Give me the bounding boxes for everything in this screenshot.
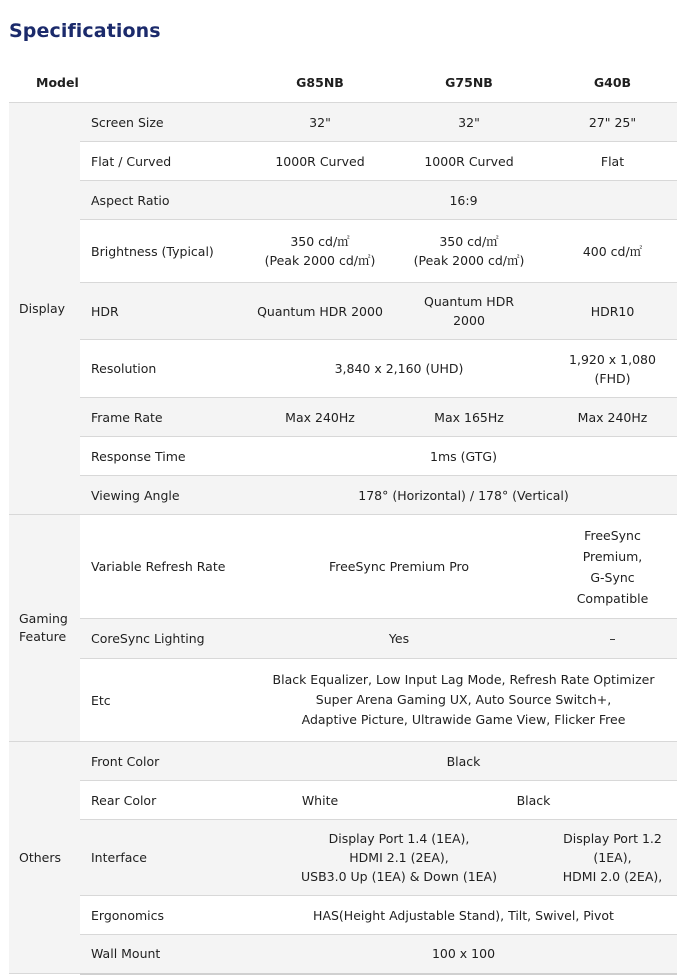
- specifications-table: [9, 62, 677, 975]
- spec-label: Viewing Angle: [80, 476, 250, 515]
- spec-label: Wall Mount: [80, 935, 250, 974]
- spec-value: Black: [250, 742, 677, 781]
- spec-value-line: 2000: [453, 313, 485, 328]
- spec-value: Max 240Hz: [250, 398, 390, 437]
- group-display: Display: [9, 103, 80, 515]
- spec-value-line: 350 cd/㎡: [290, 234, 350, 249]
- spec-value-line: Adaptive Picture, Ultrawide Game View, Flicker Free: [301, 712, 626, 727]
- table-row: [9, 619, 677, 659]
- spec-value: 32": [390, 103, 548, 142]
- spec-value-line: HDMI 2.0 (2EA),: [562, 869, 663, 884]
- spec-value: [548, 515, 677, 619]
- table-row: [9, 283, 677, 340]
- spec-value-line: Display Port 1.2: [563, 831, 662, 846]
- spec-label: HDR: [80, 283, 250, 340]
- table-row: [9, 515, 677, 619]
- spec-value-line: Black Equalizer, Low Input Lag Mode, Refresh Rate Optimizer: [272, 672, 655, 687]
- spec-value: [390, 220, 548, 283]
- spec-value-line: G-Sync: [590, 569, 635, 585]
- spec-value: HDR10: [548, 283, 677, 340]
- spec-label: Screen Size: [80, 103, 250, 142]
- table-row: [9, 142, 677, 181]
- spec-label: Flat / Curved: [80, 142, 250, 181]
- group-label-line: Feature: [19, 629, 67, 644]
- spec-value-line: 1,920 x 1,080: [569, 351, 656, 367]
- spec-value: [548, 820, 677, 896]
- spec-value: 3,840 x 2,160 (UHD): [250, 340, 548, 398]
- spec-value: Flat: [548, 142, 677, 181]
- spec-value-line: Display Port 1.4 (1EA),: [328, 831, 470, 846]
- group-others: Others: [9, 742, 80, 974]
- spec-value: [548, 340, 677, 398]
- table-row: [9, 659, 677, 742]
- spec-value-line: Super Arena Gaming UX, Auto Source Switch+,: [315, 692, 612, 707]
- spec-value: 32": [250, 103, 390, 142]
- table-row: [9, 181, 677, 220]
- spec-label: Response Time: [80, 437, 250, 476]
- spec-value-line: 350 cd/㎡: [439, 234, 499, 249]
- spec-value-line: Premium,: [582, 548, 643, 564]
- spec-value-line: FreeSync: [584, 527, 641, 543]
- spec-label: Aspect Ratio: [80, 181, 250, 220]
- spec-value-line: Quantum HDR: [423, 294, 515, 309]
- model-g40b-header: G40B: [548, 62, 677, 103]
- model-header: Model: [9, 62, 250, 103]
- table-row: [9, 820, 677, 896]
- model-g75nb-header: G75NB: [390, 62, 548, 103]
- table-row: [9, 781, 677, 820]
- spec-value: Max 165Hz: [390, 398, 548, 437]
- spec-value: Black: [390, 781, 677, 820]
- spec-value: [390, 283, 548, 340]
- table-row: [9, 896, 677, 935]
- spec-value: Yes: [250, 619, 548, 659]
- spec-value-line: (FHD): [594, 370, 631, 386]
- group-label-line: Gaming: [19, 611, 68, 626]
- spec-value: FreeSync Premium Pro: [250, 515, 548, 619]
- spec-label: Brightness (Typical): [80, 220, 250, 283]
- spec-value: 1000R Curved: [250, 142, 390, 181]
- spec-value: 400 cd/㎡: [548, 220, 677, 283]
- table-row: [9, 398, 677, 437]
- spec-value: [250, 220, 390, 283]
- spec-value: 178° (Horizontal) / 178° (Vertical): [250, 476, 677, 515]
- spec-label: Etc: [80, 659, 250, 742]
- spec-value: Max 240Hz: [548, 398, 677, 437]
- page-title: Specifications: [9, 20, 161, 42]
- table-header-row: [9, 62, 677, 103]
- table-row: [9, 340, 677, 398]
- spec-value: White: [250, 781, 390, 820]
- table-row: [9, 437, 677, 476]
- spec-value: Quantum HDR 2000: [250, 283, 390, 340]
- spec-value-line: (Peak 2000 cd/㎡): [413, 253, 525, 268]
- table-row: [9, 742, 677, 781]
- spec-label: Ergonomics: [80, 896, 250, 935]
- spec-label: CoreSync Lighting: [80, 619, 250, 659]
- spec-value: HAS(Height Adjustable Stand), Tilt, Swivel, Pivot: [250, 896, 677, 935]
- spec-value: 27" 25": [548, 103, 677, 142]
- spec-value-line: (1EA),: [593, 850, 632, 865]
- spec-value-line: HDMI 2.1 (2EA),: [349, 850, 449, 865]
- spec-label: Rear Color: [80, 781, 250, 820]
- spec-label: Front Color: [80, 742, 250, 781]
- spec-value-line: USB3.0 Up (1EA) & Down (1EA): [301, 869, 497, 884]
- group-gaming-feature: [9, 515, 80, 742]
- spec-value: 1000R Curved: [390, 142, 548, 181]
- table-row: [9, 935, 677, 974]
- spec-value: 1ms (GTG): [250, 437, 677, 476]
- table-row: [9, 103, 677, 142]
- spec-value: [250, 659, 677, 742]
- spec-label: Frame Rate: [80, 398, 250, 437]
- spec-label: Variable Refresh Rate: [80, 515, 250, 619]
- spec-value: [250, 820, 548, 896]
- spec-value-line: Compatible: [576, 590, 649, 606]
- spec-label: Interface: [80, 820, 250, 896]
- spec-value: 16:9: [250, 181, 677, 220]
- spec-label: Resolution: [80, 340, 250, 398]
- table-row: [9, 476, 677, 515]
- table-row: [9, 220, 677, 283]
- spec-value: –: [548, 619, 677, 659]
- spec-value: 100 x 100: [250, 935, 677, 974]
- spec-value-line: (Peak 2000 cd/㎡): [264, 253, 376, 268]
- model-g85nb-header: G85NB: [250, 62, 390, 103]
